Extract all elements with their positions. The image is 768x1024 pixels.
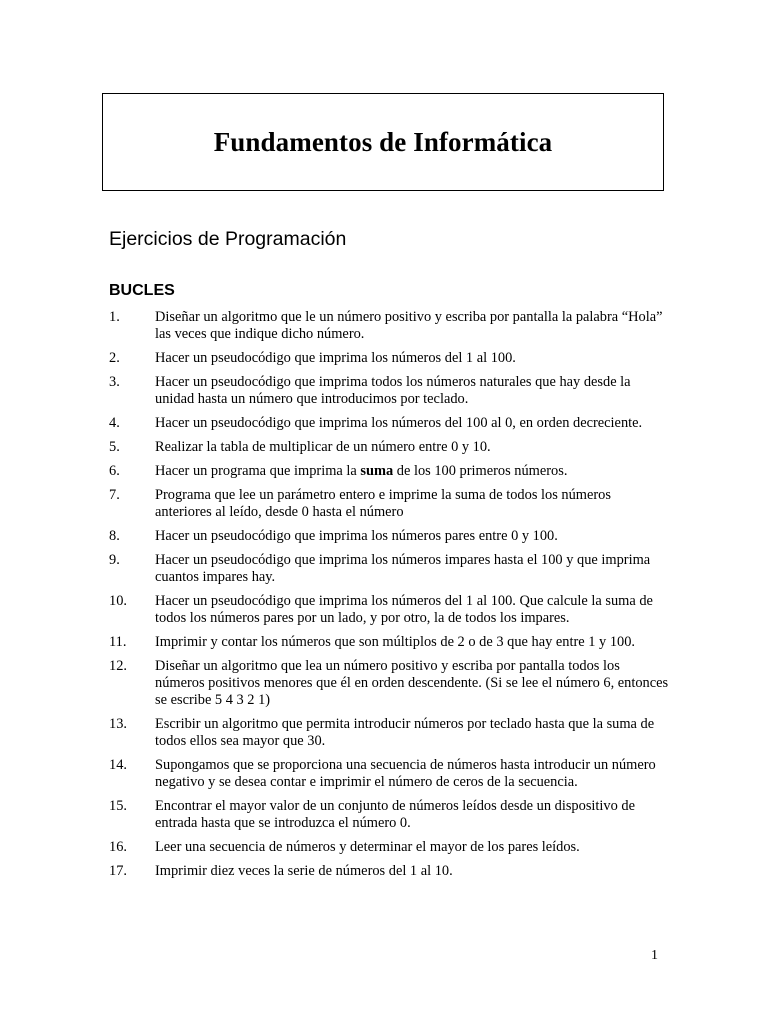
exercise-text-bold: suma [360, 463, 394, 479]
exercise-item [109, 439, 669, 456]
exercise-item [109, 634, 669, 651]
exercise-item [109, 415, 669, 432]
exercise-item [109, 716, 669, 750]
exercise-text: Realizar la tabla de multiplicar de un número entre 0 y 10. [155, 439, 491, 455]
exercise-text: Hacer un pseudocódigo que imprima los números impares hasta el 100 y que imprima cuantos impares hay. [155, 552, 651, 585]
exercise-number: 8. [109, 528, 120, 544]
exercise-item [109, 374, 669, 408]
exercise-number: 12. [109, 658, 127, 674]
exercise-text: Diseñar un algoritmo que lea un número positivo y escriba por pantalla todos los números positivos menores que él en orden descendente. (Si se lee el número 6, entonces se escribe 5 4 3 2 1) [155, 658, 669, 708]
exercise-text-after: de los 100 primeros números. [393, 463, 568, 479]
exercise-number: 9. [109, 552, 120, 568]
exercise-number: 13. [109, 716, 127, 732]
exercise-text: Imprimir diez veces la serie de números del 1 al 10. [155, 863, 453, 879]
title-box [102, 93, 664, 191]
exercise-number: 7. [109, 487, 120, 503]
exercise-item [109, 552, 669, 586]
exercise-text: Imprimir y contar los números que son múltiplos de 2 o de 3 que hay entre 1 y 100. [155, 634, 635, 650]
exercise-number: 2. [109, 350, 120, 366]
exercise-text: Hacer un pseudocódigo que imprima los números del 1 al 100. [155, 350, 516, 366]
sub-heading-bucles: BUCLES [109, 282, 175, 299]
exercise-text: Hacer un pseudocódigo que imprima todos los números naturales que hay desde la unidad hasta un número que introducimos por teclado. [155, 374, 631, 407]
exercise-item [109, 757, 669, 791]
page-number: 1 [651, 948, 658, 963]
exercise-list [109, 309, 669, 887]
section-heading: Ejercicios de Programación [109, 228, 347, 250]
exercise-item [109, 350, 669, 367]
exercise-number: 3. [109, 374, 120, 390]
exercise-number: 14. [109, 757, 127, 773]
exercise-number: 5. [109, 439, 120, 455]
exercise-item [109, 658, 669, 709]
exercise-item [109, 839, 669, 856]
exercise-text: Hacer un pseudocódigo que imprima los números del 1 al 100. Que calcule la suma de todos los números pares por un lado, y por otro, la de todos los impares. [155, 593, 653, 626]
exercise-text: Programa que lee un parámetro entero e imprime la suma de todos los números anteriores al leído, desde 0 hasta el número [155, 487, 611, 520]
exercise-text: Diseñar un algoritmo que le un número positivo y escriba por pantalla la palabra “Hola” las veces que indique dicho número. [155, 309, 663, 342]
exercise-number: 10. [109, 593, 127, 609]
exercise-item [109, 593, 669, 627]
exercise-text: Escribir un algoritmo que permita introducir números por teclado hasta que la suma de todos ellos sea mayor que 30. [155, 716, 655, 749]
exercise-number: 6. [109, 463, 120, 479]
exercise-text: Supongamos que se proporciona una secuencia de números hasta introducir un número negativo y se desea contar e imprimir el número de ceros de la secuencia. [155, 757, 656, 790]
exercise-number: 15. [109, 798, 127, 814]
exercise-text: Hacer un pseudocódigo que imprima los números pares entre 0 y 100. [155, 528, 558, 544]
exercise-number: 11. [109, 634, 127, 650]
exercise-item [109, 463, 669, 480]
exercise-text [155, 463, 669, 480]
exercise-text: Hacer un pseudocódigo que imprima los números del 100 al 0, en orden decreciente. [155, 415, 643, 431]
exercise-item [109, 487, 669, 521]
exercise-item [109, 528, 669, 545]
exercise-text-before: Hacer un programa que imprima la [155, 463, 361, 479]
exercise-text: Encontrar el mayor valor de un conjunto de números leídos desde un dispositivo de entrada hasta que se introduzca el número 0. [155, 798, 635, 831]
exercise-text: Leer una secuencia de números y determinar el mayor de los pares leídos. [155, 839, 580, 855]
exercise-number: 1. [109, 309, 120, 325]
exercise-number: 17. [109, 863, 127, 879]
exercise-number: 4. [109, 415, 120, 431]
document-title: Fundamentos de Informática [213, 126, 553, 157]
exercise-item [109, 863, 669, 880]
exercise-number: 16. [109, 839, 127, 855]
exercise-item [109, 309, 669, 343]
exercise-item [109, 798, 669, 832]
